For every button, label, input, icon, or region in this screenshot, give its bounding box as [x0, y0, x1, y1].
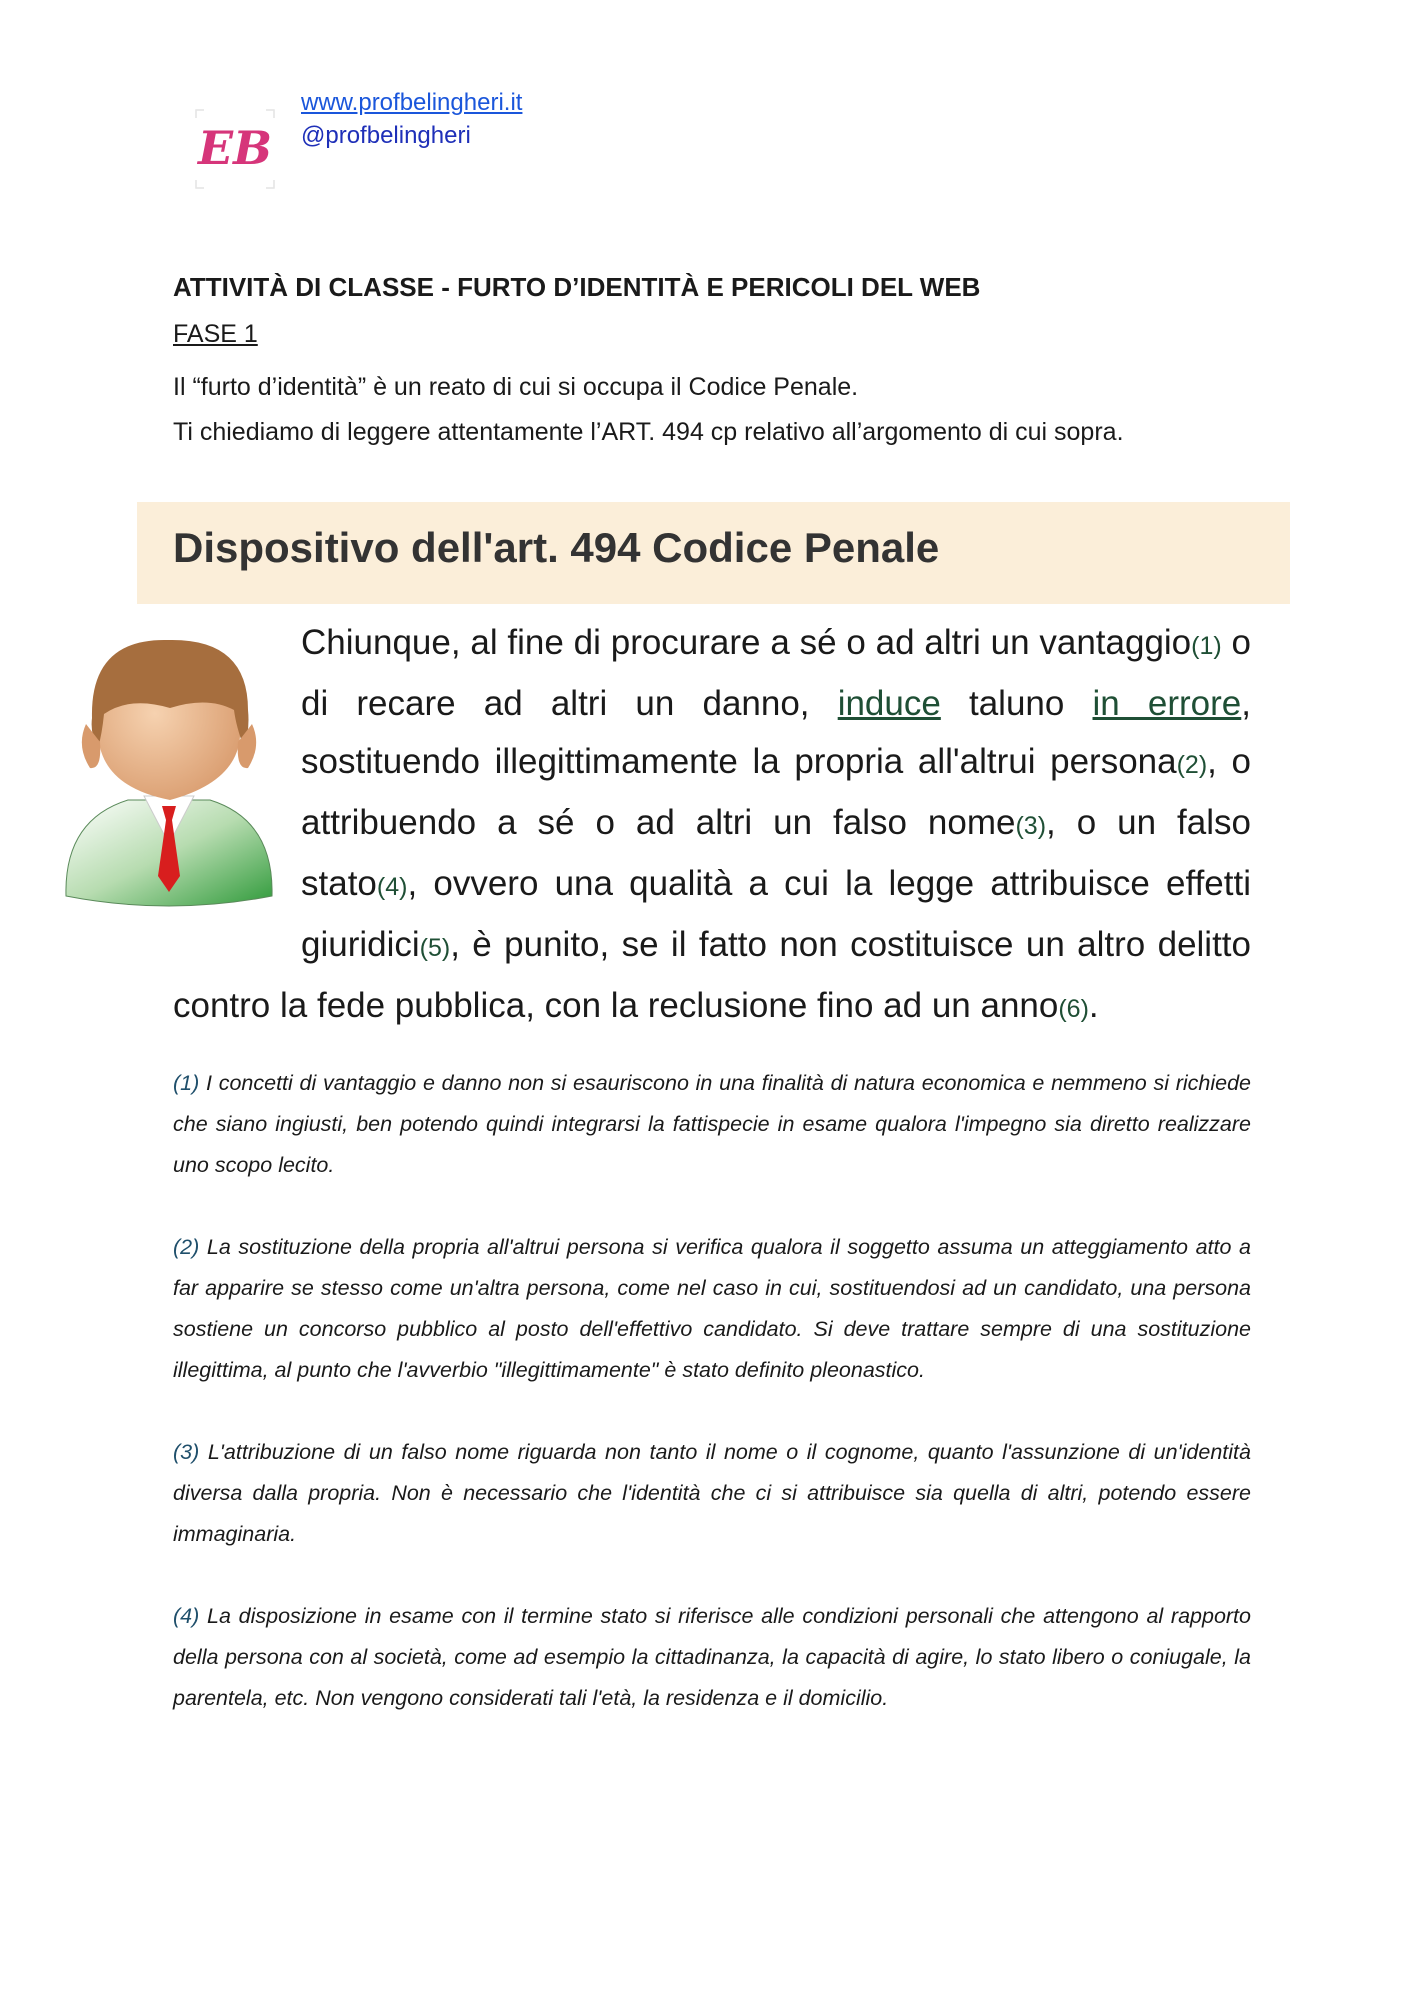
footnote-number: (1)	[173, 1071, 200, 1095]
link-in-errore[interactable]: in errore	[1092, 684, 1242, 723]
footnote-ref-1[interactable]: (1)	[1191, 632, 1222, 660]
website-link[interactable]: www.profbelingheri.it	[301, 89, 523, 116]
footnote-ref-2[interactable]: (2)	[1176, 751, 1208, 779]
footnotes	[173, 1063, 1251, 1760]
footnote-text: L'attribuzione di un falso nome riguarda non tanto il nome o il cognome, quanto l'assunzione di un'identità diversa dalla propria. Non è necessario che l'identità che ci si attribuisce sia quella di altri, potendo essere immaginaria.	[173, 1440, 1251, 1546]
footnote-number: (3)	[173, 1440, 200, 1464]
intro-line-2: Ti chiediamo di leggere attentamente l’ART. 494 cp relativo all’argomento di cui sopra.	[173, 418, 1124, 446]
footnote-2	[173, 1227, 1251, 1391]
article-text-6: , o un falso stato	[301, 803, 1251, 903]
footnote-text: I concetti di vantaggio e danno non si esauriscono in una finalità di natura economica e nemmeno si richiede che siano ingiusti, ben potendo quindi integrarsi la fattispecie in esame qualora l'impegno sia diretto realizzare uno scopo lecito.	[173, 1071, 1251, 1177]
article-paragraph	[173, 614, 1251, 1038]
article-heading: Dispositivo dell'art. 494 Codice Penale	[173, 524, 940, 571]
article-body	[173, 614, 1251, 1038]
footnote-number: (4)	[173, 1604, 200, 1628]
footnote-text: La disposizione in esame con il termine stato si riferisce alle condizioni personali che attengono al rapporto della persona con al società, come ad esempio la cittadinanza, la capacità di agire, lo stato libero o coniugale, la parentela, etc. Non vengono considerati tali l'età, la residenza e il domicilio.	[173, 1604, 1251, 1710]
article-text-1: Chiunque, al fine di procurare a sé o ad altri un vantaggio	[301, 623, 1192, 662]
social-handle: @profbelingheri	[301, 122, 471, 149]
footnote-4	[173, 1596, 1251, 1719]
footnote-ref-4[interactable]: (4)	[376, 873, 408, 901]
footnote-1	[173, 1063, 1251, 1186]
footnote-ref-3[interactable]: (3)	[1015, 812, 1047, 840]
phase-label: FASE 1	[173, 320, 258, 348]
logo-graphic	[190, 104, 280, 194]
footnote-text: La sostituzione della propria all'altrui persona si verifica qualora il soggetto assuma un atteggiamento atto a far apparire se stesso come un'altra persona, come nel caso in cui, sostituendosi ad un candidato, una persona sostiene un concorso pubblico al posto dell'effettivo candidato. Si deve trattare sempre di una sostituzione illegittima, al punto che l'avverbio "illegittimamente" è stato definito pleonastico.	[173, 1235, 1251, 1382]
article-text-2: o di recare ad altri un danno,	[301, 623, 1251, 723]
header-links	[301, 86, 522, 152]
footnote-number: (2)	[173, 1235, 200, 1259]
logo-lettering: EB	[198, 121, 272, 175]
article-text-8: , è punito, se il fatto non costituisce un altro delitto contro la fede pubblica, con la reclusione fino ad un anno	[173, 925, 1251, 1025]
intro-text	[173, 365, 1293, 455]
link-induce[interactable]: induce	[837, 684, 941, 723]
footnote-ref-5[interactable]: (5)	[419, 934, 451, 962]
profbelingheri-logo	[190, 104, 280, 194]
article-text-5: , o attribuendo a sé o ad altri un falso nome	[301, 742, 1251, 842]
article-text-4: , sostituendo illegittimamente la propria all'altrui persona	[301, 684, 1251, 781]
footnote-ref-6[interactable]: (6)	[1058, 995, 1089, 1023]
article-text-7: , ovvero una qualità a cui la legge attribuisce effetti giuridici	[301, 864, 1251, 964]
article-text-3: taluno	[940, 684, 1093, 723]
footnote-3	[173, 1432, 1251, 1555]
article-banner	[137, 502, 1290, 604]
article-text-9: .	[1088, 986, 1099, 1025]
intro-line-1: Il “furto d’identità” è un reato di cui si occupa il Codice Penale.	[173, 373, 859, 401]
activity-title: ATTIVITÀ DI CLASSE - FURTO D’IDENTITÀ E PERICOLI DEL WEB	[173, 272, 981, 302]
